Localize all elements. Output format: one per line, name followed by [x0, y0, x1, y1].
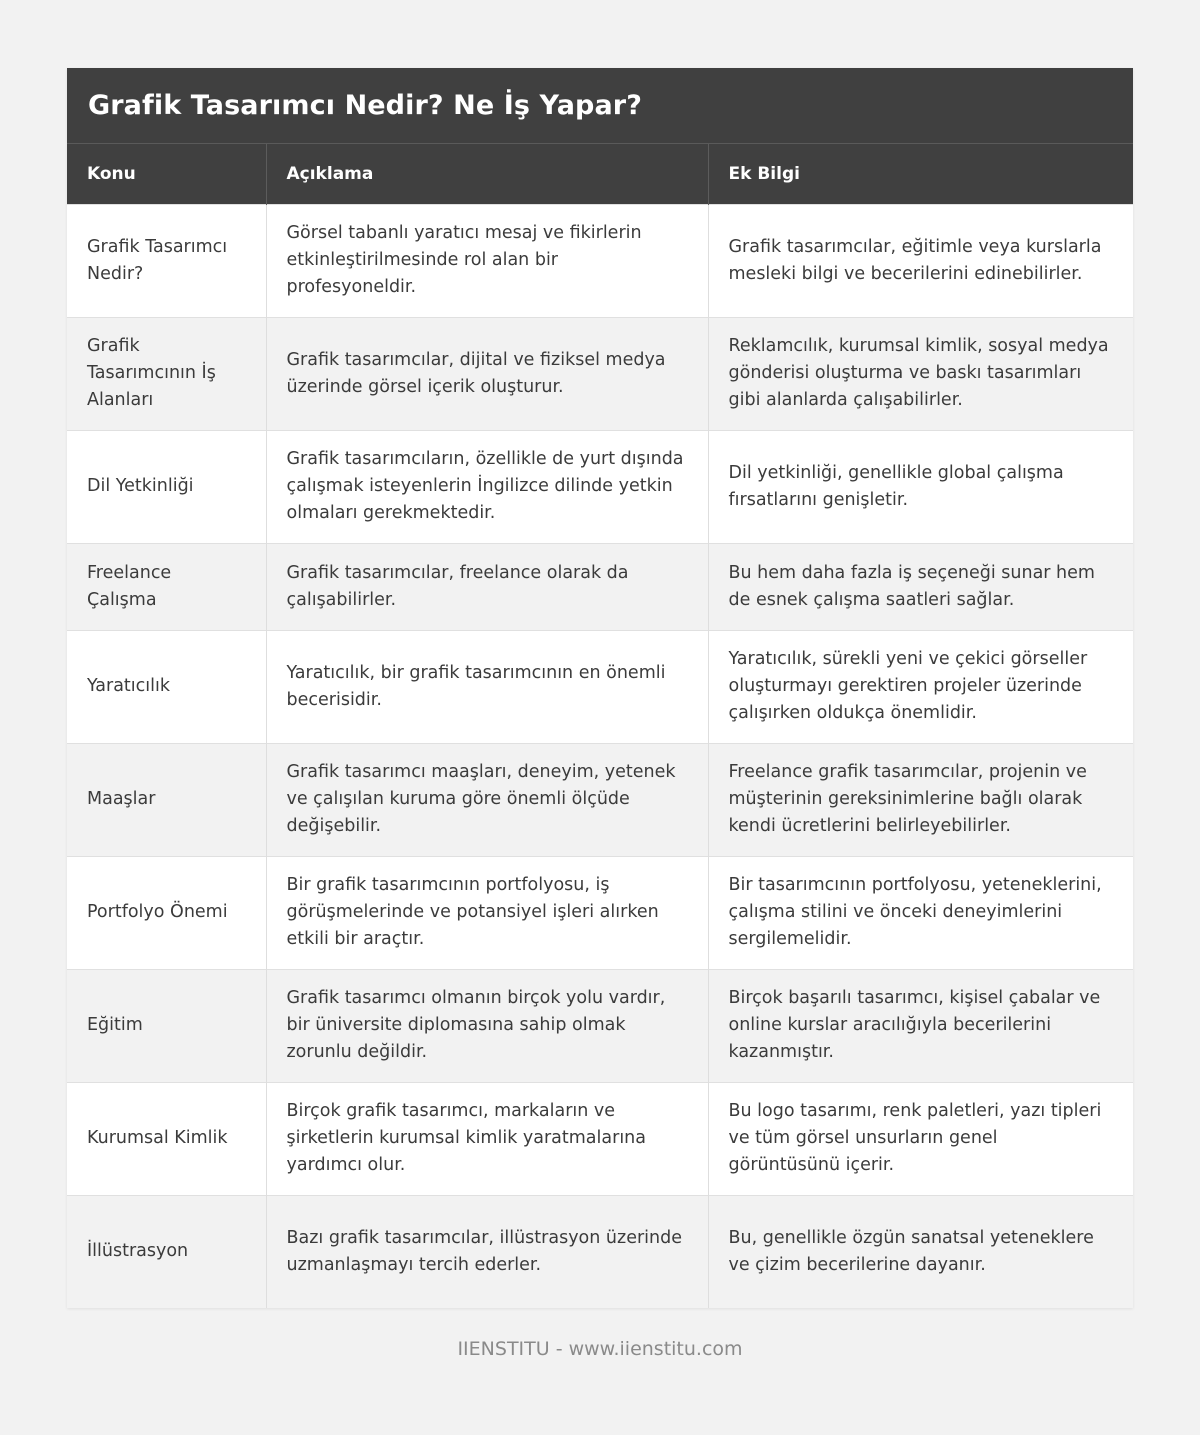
- cell-description: Yaratıcılık, bir grafik tasarımcının en önemli becerisidir.: [266, 630, 708, 743]
- header-row: [67, 144, 1133, 204]
- column-header-aciklama: Açıklama: [266, 144, 708, 204]
- column-header-ek-bilgi: Ek Bilgi: [708, 144, 1133, 204]
- cell-description: Bazı grafik tasarımcılar, illüstrasyon üzerinde uzmanlaşmayı tercih ederler.: [266, 1195, 708, 1308]
- cell-topic: Grafik Tasarımcı Nedir?: [67, 204, 266, 317]
- cell-extra-info: Bu hem daha fazla iş seçeneği sunar hem de esnek çalışma saatleri sağlar.: [708, 543, 1133, 630]
- cell-description: Bir grafik tasarımcının portfolyosu, iş görüşmelerinde ve potansiyel işleri alırken etkili bir araçtır.: [266, 856, 708, 969]
- cell-topic: Eğitim: [67, 969, 266, 1082]
- table-body: [67, 204, 1133, 1308]
- cell-topic: Grafik Tasarımcının İş Alanları: [67, 317, 266, 430]
- cell-extra-info: Grafik tasarımcılar, eğitimle veya kurslarla mesleki bilgi ve becerilerini edinebilirler.: [708, 204, 1133, 317]
- cell-description: Grafik tasarımcılar, dijital ve fiziksel medya üzerinde görsel içerik oluşturur.: [266, 317, 708, 430]
- page-title: Grafik Tasarımcı Nedir? Ne İş Yapar?: [88, 90, 642, 121]
- cell-description: Görsel tabanlı yaratıcı mesaj ve fikirlerin etkinleştirilmesinde rol alan bir profesyoneldir.: [266, 204, 708, 317]
- cell-topic: İllüstrasyon: [67, 1195, 266, 1308]
- table-row: [67, 630, 1133, 743]
- cell-topic: Dil Yetkinliği: [67, 430, 266, 543]
- cell-extra-info: Birçok başarılı tasarımcı, kişisel çabalar ve online kurslar aracılığıyla becerilerini kazanmıştır.: [708, 969, 1133, 1082]
- table-header: [67, 144, 1133, 204]
- info-table: [67, 144, 1133, 1308]
- cell-extra-info: Bir tasarımcının portfolyosu, yeteneklerini, çalışma stilini ve önceki deneyimlerini sergilemelidir.: [708, 856, 1133, 969]
- column-header-konu: Konu: [67, 144, 266, 204]
- cell-description: Grafik tasarımcı olmanın birçok yolu vardır, bir üniversite diplomasına sahip olmak zorunlu değildir.: [266, 969, 708, 1082]
- cell-description: Grafik tasarımcı maaşları, deneyim, yetenek ve çalışılan kuruma göre önemli ölçüde değişebilir.: [266, 743, 708, 856]
- cell-topic: Freelance Çalışma: [67, 543, 266, 630]
- cell-description: Grafik tasarımcılar, freelance olarak da çalışabilirler.: [266, 543, 708, 630]
- title-bar: [67, 68, 1133, 144]
- table-row: [67, 317, 1133, 430]
- info-table-card: [67, 68, 1133, 1308]
- table-row: [67, 543, 1133, 630]
- cell-description: Grafik tasarımcıların, özellikle de yurt dışında çalışmak isteyenlerin İngilizce dilinde yetkin olmaları gerekmektedir.: [266, 430, 708, 543]
- cell-extra-info: Bu, genellikle özgün sanatsal yeteneklere ve çizim becerilerine dayanır.: [708, 1195, 1133, 1308]
- footer-credit: IIENSTITU - www.iienstitu.com: [457, 1338, 743, 1360]
- cell-extra-info: Yaratıcılık, sürekli yeni ve çekici görseller oluşturmayı gerektiren projeler üzerinde çalışırken oldukça önemlidir.: [708, 630, 1133, 743]
- table-row: [67, 743, 1133, 856]
- table-row: [67, 1195, 1133, 1308]
- cell-topic: Kurumsal Kimlik: [67, 1082, 266, 1195]
- cell-topic: Portfolyo Önemi: [67, 856, 266, 969]
- table-row: [67, 430, 1133, 543]
- table-row: [67, 969, 1133, 1082]
- cell-topic: Maaşlar: [67, 743, 266, 856]
- cell-extra-info: Dil yetkinliği, genellikle global çalışma fırsatlarını genişletir.: [708, 430, 1133, 543]
- table-row: [67, 204, 1133, 317]
- cell-description: Birçok grafik tasarımcı, markaların ve şirketlerin kurumsal kimlik yaratmalarına yardımcı olur.: [266, 1082, 708, 1195]
- cell-extra-info: Reklamcılık, kurumsal kimlik, sosyal medya gönderisi oluşturma ve baskı tasarımları gibi alanlarda çalışabilirler.: [708, 317, 1133, 430]
- cell-extra-info: Freelance grafik tasarımcılar, projenin ve müşterinin gereksinimlerine bağlı olarak kendi ücretlerini belirleyebilirler.: [708, 743, 1133, 856]
- table-row: [67, 856, 1133, 969]
- cell-extra-info: Bu logo tasarımı, renk paletleri, yazı tipleri ve tüm görsel unsurların genel görüntüsünü içerir.: [708, 1082, 1133, 1195]
- table-row: [67, 1082, 1133, 1195]
- cell-topic: Yaratıcılık: [67, 630, 266, 743]
